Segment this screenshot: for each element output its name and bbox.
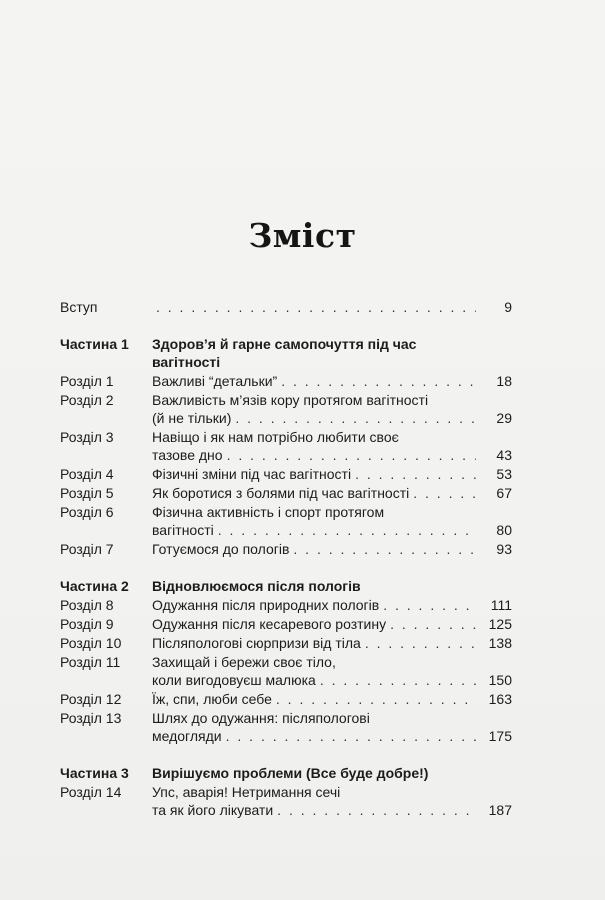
page-number: 18: [496, 373, 512, 389]
page-number: 9: [504, 299, 512, 315]
dot-leader: [226, 727, 476, 745]
toc-chapter-entry[interactable]: [60, 540, 512, 558]
chapter-title-line: медогляди: [152, 728, 222, 744]
dot-leader: [276, 690, 476, 708]
toc-part-heading[interactable]: [60, 335, 512, 371]
toc-chapter-entry[interactable]: [60, 391, 512, 427]
chapter-title-line: Навіщо і як нам потрібно любити своє: [152, 429, 399, 445]
dot-leader: [235, 409, 476, 427]
part-label: Частина 1: [60, 336, 129, 352]
dot-leader: [218, 521, 476, 539]
page-number: 138: [488, 635, 512, 651]
toc-chapter-entry[interactable]: [60, 428, 512, 464]
chapter-label: Розділ 8: [60, 597, 114, 613]
page-number: 125: [488, 616, 512, 632]
chapter-title-line: Післяпологові сюрпризи від тіла: [152, 635, 361, 651]
chapter-label: Розділ 3: [60, 429, 114, 445]
dot-leader: [281, 372, 476, 390]
page-number: 53: [496, 466, 512, 482]
part-title-line: Відновлюємося після пологів: [152, 578, 361, 594]
page-number: 67: [496, 485, 512, 501]
dot-leader: [156, 298, 476, 316]
toc-chapter-entry[interactable]: [60, 372, 512, 390]
page-number: 187: [488, 802, 512, 818]
chapter-title-line: вагітності: [152, 522, 214, 538]
chapter-label: Розділ 4: [60, 466, 114, 482]
dot-leader: [413, 484, 476, 502]
page-number: 80: [496, 522, 512, 538]
chapter-title-line: Важливі “детальки”: [152, 373, 278, 389]
chapter-title-line: Одужання після кесаревого розтину: [152, 616, 387, 632]
toc-chapter-entry[interactable]: [60, 503, 512, 539]
part-title-line: вагітності: [152, 354, 221, 370]
table-of-contents: [60, 298, 512, 819]
toc-chapter-entry[interactable]: [60, 615, 512, 633]
toc-chapter-entry[interactable]: [60, 783, 512, 819]
chapter-label: Розділ 5: [60, 485, 114, 501]
toc-chapter-entry[interactable]: [60, 653, 512, 689]
chapter-title-line: Їж, спи, люби себе: [152, 691, 272, 707]
chapter-title-line: Одужання після природних пологів: [152, 597, 380, 613]
chapter-label: Розділ 12: [60, 691, 122, 707]
toc-chapter-entry[interactable]: [60, 596, 512, 614]
dot-leader: [293, 540, 476, 558]
chapter-label: Розділ 10: [60, 635, 122, 651]
page-title: Зміст: [248, 216, 357, 255]
chapter-title-line: (й не тільки): [152, 410, 232, 426]
toc-part-heading[interactable]: [60, 764, 512, 782]
chapter-title-line: Захищай і бережи своє тіло,: [152, 654, 336, 670]
part-label: Частина 3: [60, 765, 129, 781]
toc-entry-intro[interactable]: [60, 298, 512, 316]
toc-chapter-entry[interactable]: [60, 690, 512, 708]
part-label: Частина 2: [60, 578, 129, 594]
chapter-label: Розділ 9: [60, 616, 114, 632]
chapter-title-line: Важливість м’язів кору протягом вагітності: [152, 392, 429, 408]
toc-chapter-entry[interactable]: [60, 709, 512, 745]
toc-part-heading[interactable]: [60, 577, 512, 595]
toc-chapter-entry[interactable]: [60, 465, 512, 483]
chapter-title-line: та як його лікувати: [152, 802, 274, 818]
page-number: 175: [488, 728, 512, 744]
dot-leader: [355, 465, 476, 483]
dot-leader: [390, 615, 476, 633]
chapter-title-line: тазове дно: [152, 447, 223, 463]
dot-leader: [320, 671, 476, 689]
chapter-title-line: Фізичні зміни під час вагітності: [152, 466, 352, 482]
chapter-title-line: Фізична активність і спорт протягом: [152, 504, 385, 520]
chapter-label: Розділ 13: [60, 710, 122, 726]
part-title-line: Здоров’я й гарне самопочуття під час: [152, 336, 417, 352]
dot-leader: [365, 634, 476, 652]
chapter-title-line: Шлях до одужання: післяпологові: [152, 710, 370, 726]
toc-chapter-entry[interactable]: [60, 484, 512, 502]
page-number: 150: [488, 672, 512, 688]
entry-label: Вступ: [60, 299, 98, 315]
page-number: 29: [496, 410, 512, 426]
chapter-title-line: коли вигодовуєш малюка: [152, 672, 316, 688]
page-number: 111: [490, 597, 512, 613]
parts-list: [60, 335, 512, 819]
page-number: 163: [488, 691, 512, 707]
chapter-title-line: Упс, аварія! Нетримання сечі: [152, 784, 341, 800]
dot-leader: [227, 446, 476, 464]
chapter-label: Розділ 11: [60, 654, 121, 670]
dot-leader: [383, 596, 476, 614]
chapter-label: Розділ 6: [60, 504, 114, 520]
chapter-label: Розділ 2: [60, 392, 114, 408]
chapter-label: Розділ 14: [60, 784, 122, 800]
chapter-label: Розділ 1: [60, 373, 114, 389]
chapter-label: Розділ 7: [60, 541, 114, 557]
dot-leader: [277, 801, 476, 819]
part-title-line: Вирішуємо проблеми (Все буде добре!): [152, 765, 429, 781]
page-number: 43: [496, 447, 512, 463]
toc-chapter-entry[interactable]: [60, 634, 512, 652]
chapter-title-line: Готуємося до пологів: [152, 541, 290, 557]
chapter-title-line: Як боротися з болями під час вагітності: [152, 485, 410, 501]
page-number: 93: [496, 541, 512, 557]
